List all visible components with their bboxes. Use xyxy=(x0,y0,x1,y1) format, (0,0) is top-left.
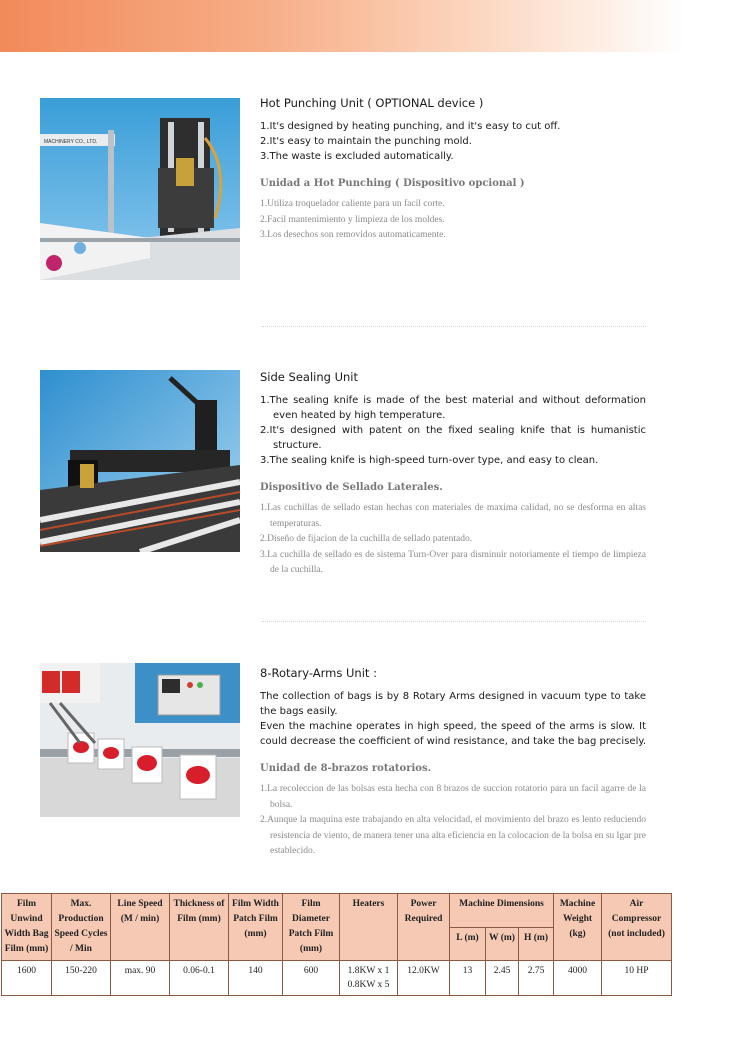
feature-item: 3.The sealing knife is high-speed turn-over type, and easy to clean. xyxy=(260,455,599,466)
feature-list-en xyxy=(260,119,646,164)
section-title: 8-Rotary-Arms Unit : xyxy=(260,666,377,680)
cell-dim-w: 2.45 xyxy=(486,961,519,996)
feature-item-es: 3.La cuchilla de sellado es de sistema Turn-Over para disminuir notoriamente el tiempo de limpieza de la cuchilla. xyxy=(260,549,646,575)
section-title: Hot Punching Unit ( OPTIONAL device ) xyxy=(260,96,484,110)
header-power: Power Required xyxy=(398,894,450,961)
header-dim-l: L (m) xyxy=(450,927,486,961)
spec-table xyxy=(1,893,672,996)
table-header-row xyxy=(2,894,672,928)
feature-item: 1.The sealing knife is made of the best material and without deformation even heated by high temperature. xyxy=(260,395,646,421)
header-patch-width: Film Width Patch Film (mm) xyxy=(229,894,283,961)
feature-list-en xyxy=(260,393,646,468)
header-band xyxy=(0,0,745,52)
cell-line-speed: max. 90 xyxy=(111,961,170,996)
description-paragraph: Even the machine operates in high speed, the speed of the arms is slow. It could decrease the coefficient of wind resistance, and take the bag precisely. xyxy=(260,721,647,747)
feature-item-es: 2.Facil mantenimiento y limpieza de los moldes. xyxy=(260,214,445,225)
section-title: Side Sealing Unit xyxy=(260,370,358,384)
hot-punching-photo xyxy=(40,98,240,280)
feature-item-es: 1.Las cuchillas de sellado estan hechas con materiales de maxima calidad, no se desforma en altas temperaturas. xyxy=(260,503,646,529)
feature-item-es: 1.La recoleccion de las bolsas esta hecha con 8 brazos de succion rotatorio para un facil agarre de la bolsa. xyxy=(260,784,646,810)
header-patch-diameter: Film Diameter Patch Film (mm) xyxy=(283,894,340,961)
cell-dim-h: 2.75 xyxy=(519,961,554,996)
heater-line: 0.8KW x 5 xyxy=(347,980,390,990)
table-row xyxy=(2,961,672,996)
side-sealing-photo xyxy=(40,370,240,552)
header-film-width: Film Unwind Width Bag Film (mm) xyxy=(2,894,52,961)
feature-item: 3.The waste is excluded automatically. xyxy=(260,151,454,162)
header-heaters: Heaters xyxy=(340,894,398,961)
header-dim-h: H (m) xyxy=(519,927,554,961)
header-thickness: Thickness of Film (mm) xyxy=(170,894,229,961)
feature-item: 2.It's easy to maintain the punching mold. xyxy=(260,136,472,147)
feature-item-es: 2.Diseño de fijacion de la cuchilla de sellado patentado. xyxy=(260,534,473,544)
description-paragraph: The collection of bags is by 8 Rotary Arms designed in vacuum type to take the bags easily. xyxy=(260,691,646,717)
feature-item-es: 1.Utiliza troquelador caliente para un facil corte. xyxy=(260,199,445,209)
hot-punching-text xyxy=(260,96,646,244)
cell-power: 12.0KW xyxy=(398,961,450,996)
feature-item-es: 2.Aunque la maquina este trabajando en alta velocidad, el movimiento del brazo es lento reduciendo resistencia de viento, de manera tener una alta eficiencia en la colocacion de la bolsa en su lgar pre establecido. xyxy=(260,815,646,856)
section-title-es: Dispositivo de Sellado Laterales. xyxy=(260,482,443,493)
feature-list-es xyxy=(260,501,646,579)
section-title-es: Unidad de 8-brazos rotatorios. xyxy=(260,763,432,774)
feature-item: 2.It's designed with patent on the fixed sealing knife that is humanistic structure. xyxy=(260,425,646,451)
photo-machine-label: MACHINERY CO., LTD. xyxy=(44,139,98,145)
cell-film-width: 1600 xyxy=(2,961,52,996)
header-dimensions: Machine Dimensions xyxy=(450,894,554,928)
cell-air-compressor: 10 HP xyxy=(602,961,672,996)
cell-dim-l: 13 xyxy=(450,961,486,996)
header-max-speed: Max. Production Speed Cycles / Min xyxy=(52,894,111,961)
feature-item-es: 3.Los desechos son removidos automaticamente. xyxy=(260,230,446,240)
section-divider xyxy=(262,326,646,327)
cell-max-speed: 150-220 xyxy=(52,961,111,996)
rotary-arms-photo xyxy=(40,663,240,817)
header-line-speed: Line Speed (M / min) xyxy=(111,894,170,961)
cell-patch-diameter: 600 xyxy=(283,961,340,996)
cell-heaters xyxy=(340,961,398,996)
rotary-arms-text xyxy=(260,666,646,860)
cell-thickness: 0.06-0.1 xyxy=(170,961,229,996)
header-dim-w: W (m) xyxy=(486,927,519,961)
section-divider xyxy=(262,621,646,622)
section-title-es: Unidad a Hot Punching ( Dispositivo opcional ) xyxy=(260,178,525,189)
feature-item: 1.It's designed by heating punching, and it's easy to cut off. xyxy=(260,121,561,132)
cell-patch-width: 140 xyxy=(229,961,283,996)
header-weight: Machine Weight (kg) xyxy=(554,894,602,961)
feature-list-es xyxy=(260,782,646,860)
side-sealing-text xyxy=(260,370,646,579)
feature-list-es xyxy=(260,197,646,244)
cell-weight: 4000 xyxy=(554,961,602,996)
heater-line: 1.8KW x 1 xyxy=(347,966,390,976)
header-air-compressor: Air Compressor (not included) xyxy=(602,894,672,961)
